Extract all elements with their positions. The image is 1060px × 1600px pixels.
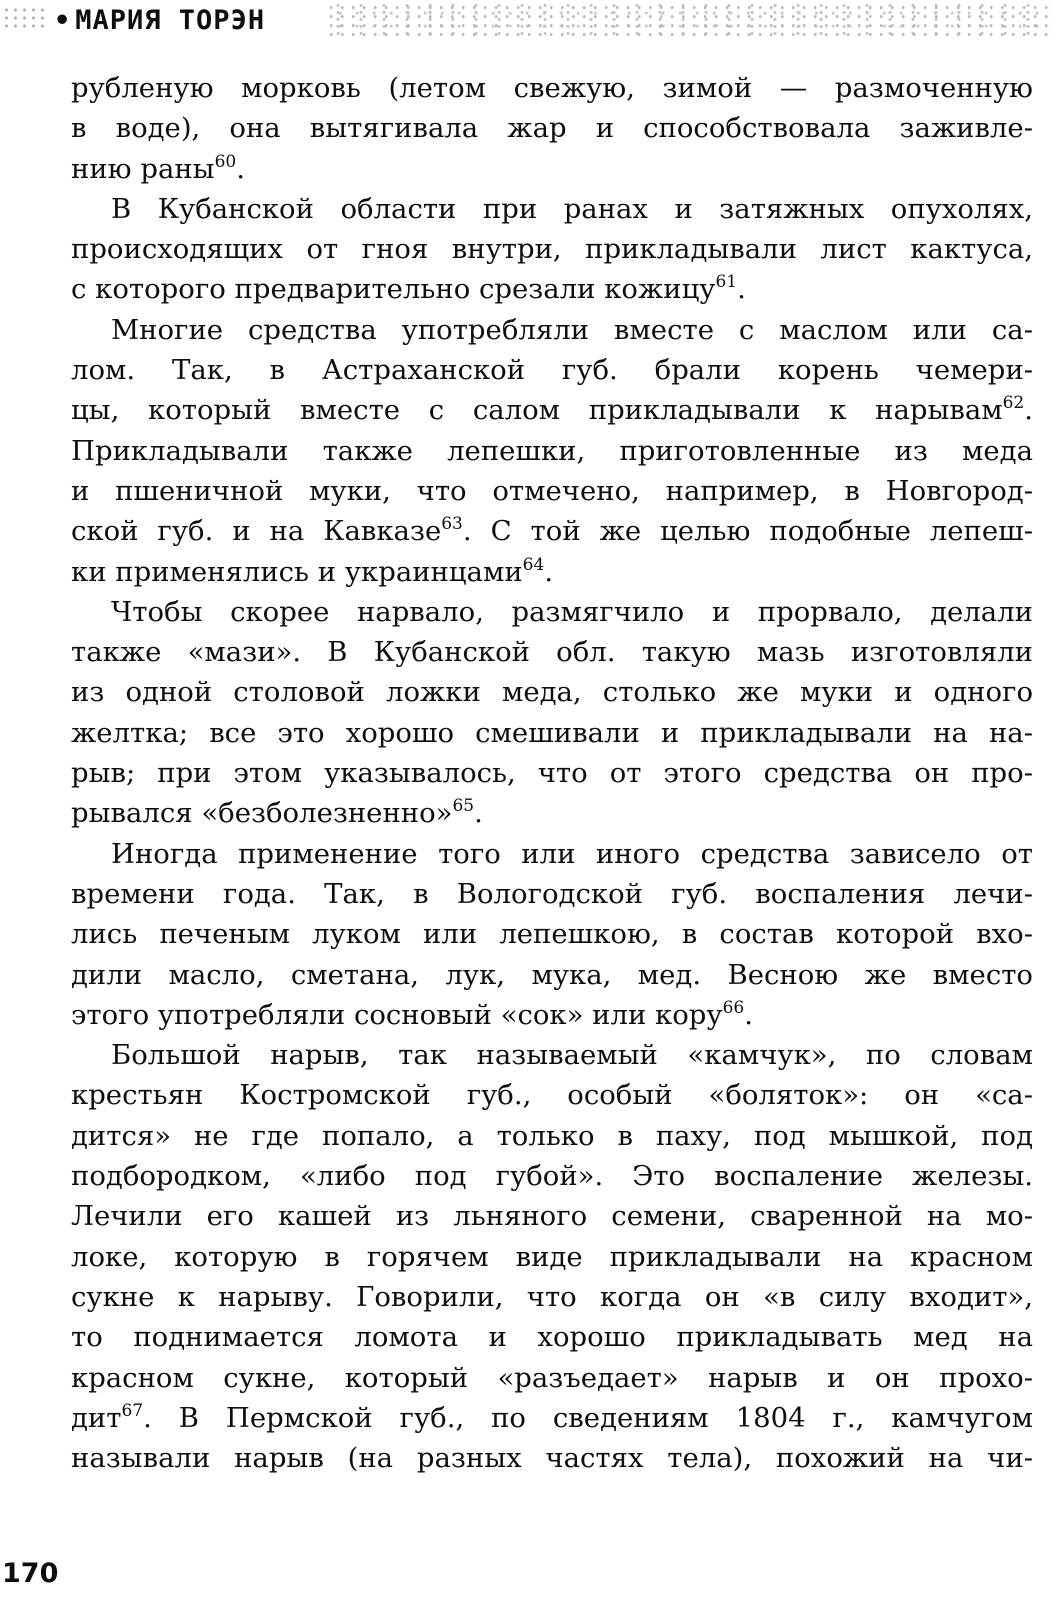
footnote-ref: 62 <box>1002 393 1025 414</box>
text-line: дит$^{67}$. В Пермской губ., по сведениям 1804 г., камчугом <box>71 1400 1033 1434</box>
page-header <box>0 0 1060 40</box>
text-line: происходящих от гноя внутри, прикладывали лист кактуса, <box>71 233 1033 266</box>
text-line: Прикладывали также лепешки, приготовленные из меда <box>71 434 1033 467</box>
text-line: цы, который вместе с салом прикладывали к нарывам$^{62}$. <box>71 393 1033 427</box>
text-line: подбородком, «либо под губой». Это воспаление железы. <box>71 1160 1033 1193</box>
text-line: этого употребляли сосновый «сок» или кору$^{66}$. <box>71 997 753 1031</box>
page-number: 170 <box>2 1558 59 1589</box>
body-text <box>71 68 1033 1478</box>
footnote-ref: 63 <box>441 514 463 535</box>
text-line: Чтобы скорее нарвало, размягчило и прорвало, делали <box>111 595 1033 628</box>
running-head-title: МАРИЯ ТОРЭН <box>75 5 266 36</box>
text-line: желтка; все это хорошо смешивали и прикладывали на на- <box>71 716 1033 749</box>
footnote-ref: 66 <box>722 997 745 1018</box>
text-line: ки применялись и украинцами$^{64}$. <box>71 554 554 588</box>
text-line: крестьян Костромской губ., особый «боляток»: он «са- <box>71 1079 1033 1112</box>
text-line: также «мази». В Кубанской обл. такую мазь изготовляли <box>71 636 1033 669</box>
text-line: Иногда применение того или иного средства зависело от <box>111 837 1033 870</box>
footnote-ref: 64 <box>522 554 545 575</box>
text-line: и пшеничной муки, что отмечено, например, в Новгород- <box>71 474 1033 507</box>
text-line: то поднимается ломота и хорошо прикладывать мед на <box>71 1321 1033 1354</box>
text-line: рывался «безболезненно»$^{65}$. <box>71 796 483 830</box>
text-line: рубленую морковь (летом свежую, зимой — размоченную <box>71 72 1033 104</box>
text-line: В Кубанской области при ранах и затяжных опухолях, <box>111 192 1033 225</box>
text-line: называли нарыв (на разных частях тела), похожий на чи- <box>71 1442 1033 1475</box>
text-line: ской губ. и на Кавказе$^{63}$. С той же целью подобные лепеш- <box>71 514 1033 548</box>
header-decoration-left <box>2 6 50 32</box>
running-head <box>54 6 265 36</box>
text-line: дится» не где попало, а только в паху, под мышкой, под <box>71 1119 1033 1152</box>
text-line: нию раны$^{60}$. <box>71 151 245 185</box>
text-line: с которого предварительно срезали кожицу$^{61}$. <box>71 272 746 306</box>
text-line: лись печеным луком или лепешкою, в состав которой вхо- <box>71 918 1033 951</box>
text-line: Лечили его кашей из льняного семени, сваренной на мо- <box>71 1200 1033 1233</box>
footnote-ref: 61 <box>715 272 738 293</box>
text-line: Большой нарыв, так называемый «камчук», по словам <box>111 1039 1033 1072</box>
text-line: локе, которую в горячем виде прикладывали на красном <box>71 1240 1033 1273</box>
text-line: лом. Так, в Астраханской губ. брали корень чемери- <box>71 354 1033 387</box>
text-line: рыв; при этом указывалось, что от этого средства он про- <box>71 757 1033 790</box>
running-head-bullet: • <box>54 5 72 36</box>
text-line: из одной столовой ложки меда, столько же муки и одного <box>71 676 1033 709</box>
text-line: красном сукне, который «разъедает» нарыв и он прохо- <box>71 1361 1033 1394</box>
footnote-ref: 60 <box>214 151 237 172</box>
footnote-ref: 65 <box>452 796 475 817</box>
text-line: Многие средства употребляли вместе с маслом или са- <box>111 313 1033 346</box>
header-decoration-band <box>330 4 1050 36</box>
text-line: сукне к нарыву. Говорили, что когда он «в силу входит», <box>71 1280 1033 1313</box>
text-line: времени года. Так, в Вологодской губ. воспаления лечи- <box>71 877 1033 910</box>
text-line: дили масло, сметана, лук, мука, мед. Весною же вместо <box>71 958 1033 991</box>
footnote-ref: 67 <box>121 1400 144 1421</box>
text-line: в воде), она вытягивала жар и способствовала заживле- <box>71 112 1033 145</box>
